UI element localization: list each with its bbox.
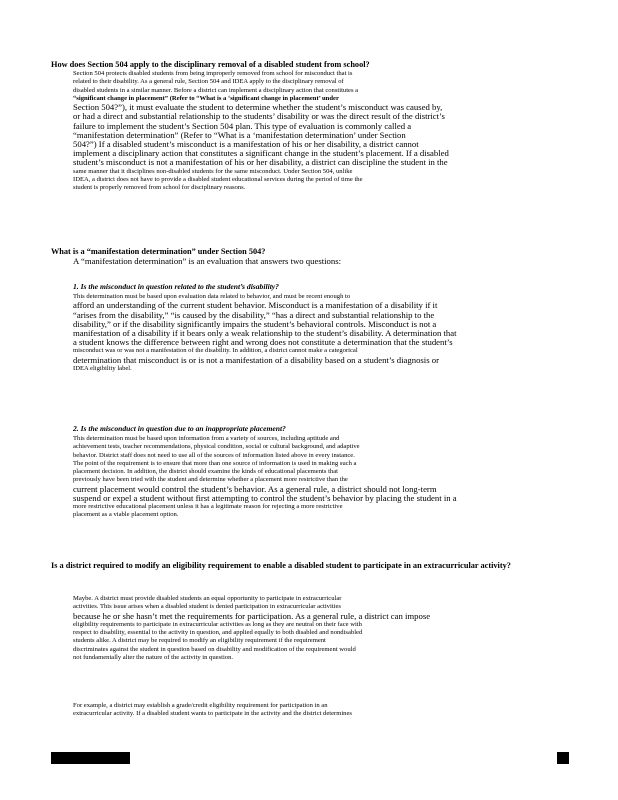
text-line: “manifestation determination” (Refer to “What is a ‘manifestation determination’ under Section: [73, 130, 406, 140]
text-line: disability,” or if the disability significantly impairs the student’s behavioral controls. Misconduct is not a: [73, 319, 437, 329]
item-2-body: [73, 435, 549, 520]
text-line: “significant change in placement” (Refer to “What is a ‘significant change in placement’ under: [73, 94, 339, 102]
text-line: behavior. District staff does not need to use all of the sources of information listed above in every instance.: [73, 451, 355, 459]
text-line: achievement tests, teacher recommendations, physical condition, social or cultural background, and adaptive: [73, 443, 360, 451]
text-line: For example, a district may establish a grade/credit eligibility requirement for participation in an: [73, 702, 328, 709]
text-line: IDEA, a district does not have to provide a disabled student educational services during the period of time the: [73, 175, 363, 183]
text-line: related to their disability. As a general rule, Section 504 and IDEA apply to the disciplinary removal of: [73, 78, 344, 86]
text-line: IDEA eligibility label.: [73, 364, 132, 372]
text-line: disabled students in a similar manner. Before a district can implement a disciplinary action that constitutes a: [73, 86, 359, 94]
text-line: failure to implement the student’s Section 504 plan. This type of evaluation is commonly called a: [73, 121, 412, 131]
text-line: student is properly removed from school for disciplinary reasons.: [73, 184, 246, 192]
text-line: afford an understanding of the current student behavior. Misconduct is a manifestation of a disability if it: [73, 301, 438, 311]
text-line: because he or she hasn’t met the requirements for participation. As a general rule, a district can impose: [73, 611, 431, 621]
text-line: Section 504 protects disabled students from being improperly removed from school for misconduct that is: [73, 70, 353, 77]
text-line: not fundamentally alter the nature of the activity in question.: [73, 653, 234, 661]
text-line: Maybe. A district must provide disabled students an equal opportunity to participate in extracurricular: [73, 595, 342, 602]
text-line: extracurricular activity. If a disabled student wants to participate in the activity and the district determines: [73, 710, 352, 718]
footer-bar-left: [51, 752, 130, 764]
text-line: students alike. A district may be required to modify an eligibility requirement if the requirement: [73, 637, 326, 645]
extracurricular-paragraph-2: [73, 702, 549, 719]
text-line: suspend or expel a student without first attempting to control the student’s behavior by placing the student in a: [73, 493, 457, 503]
text-line: previously have been tried with the student and determine whether a placement more restrictive than the: [73, 476, 348, 484]
text-line: discriminates against the student in question based on disability and modification of the requirement would: [73, 645, 356, 653]
text-line: This determination must be based upon evaluation data related to behavior, and must be recent enough to: [73, 293, 351, 300]
question-item-2: 2. Is the misconduct in question due to an inappropriate placement?: [73, 424, 286, 433]
text-line: placement as a viable placement option.: [73, 511, 179, 519]
text-line: determination that misconduct is or is not a manifestation of a disability based on a student’s diagnosis or: [73, 355, 440, 365]
manifestation-intro: A “manifestation determination” is an evaluation that answers two questions:: [73, 256, 342, 266]
text-line: student’s misconduct is not a manifestation of his or her disability, a district can discipline the student in the: [73, 158, 448, 168]
text-line: more restrictive educational placement unless it has a legitimate reason for rejecting a more restrictive: [73, 503, 343, 511]
extracurricular-paragraph-1: [73, 595, 549, 662]
text-line: a student knows the difference between right and wrong does not constitute a determination that the student’s: [73, 338, 453, 348]
text-line: Section 504?”), it must evaluate the student to determine whether the student’s misconduct was caused by,: [73, 103, 443, 113]
question-heading-section-504-removal: How does Section 504 apply to the disciplinary removal of a disabled student from school?: [51, 60, 370, 69]
text-line: placement decision. In addition, the district should examine the kinds of educational placements that: [73, 468, 338, 476]
answer-section-504-removal: [73, 70, 549, 193]
footer-bar-right: [557, 752, 569, 764]
text-line: implement a disciplinary action that constitutes a significant change in the student’s placement. If a disabled: [73, 149, 449, 159]
text-line: same manner that it disciplines non-disabled students for the same misconduct. Under Section 504, unlike: [73, 167, 353, 175]
item-1-body: [73, 293, 549, 373]
question-heading-manifestation: What is a “manifestation determination” under Section 504?: [51, 247, 266, 256]
text-line: “arises from the disability,” “is caused by the disability,” “has a direct and substantial relationship to the: [73, 310, 435, 320]
text-line: 504?”) If a disabled student’s misconduct is a manifestation of his or her disability, a district cannot: [73, 140, 419, 149]
text-line: respect to disability, essential to the activity in question, and applied equally to both disabled and nondisabled: [73, 629, 363, 637]
text-line: The point of the requirement is to ensure that more than one source of information is used in making such a: [73, 459, 357, 467]
text-line: current placement would control the student’s behavior. As a general rule, a district should not long-term: [73, 484, 437, 494]
text-line: misconduct was or was not a manifestation of the disability. In addition, a district cannot make a categorical: [73, 347, 358, 355]
text-line: eligibility requirements to participate in extracurricular activities as long as they are neutral on their face with: [73, 620, 362, 628]
text-line: manifestation of a disability if it bears only a weak relationship to the student’s disability. A determination that: [73, 328, 457, 338]
question-item-1: 1. Is the misconduct in question related to the student’s disability?: [73, 282, 279, 291]
text-line: activities. This issue arises when a disabled student is denied participation in extracurricular activities: [73, 603, 341, 611]
text-line: This determination must be based upon information from a variety of sources, including aptitude and: [73, 435, 340, 442]
question-heading-extracurricular: Is a district required to modify an eligibility requirement to enable a disabled student to participate in an extracurricular activity?: [51, 561, 511, 570]
text-line: or had a direct and substantial relationship to the students’ disability or was the direct result of the district’s: [73, 112, 445, 122]
